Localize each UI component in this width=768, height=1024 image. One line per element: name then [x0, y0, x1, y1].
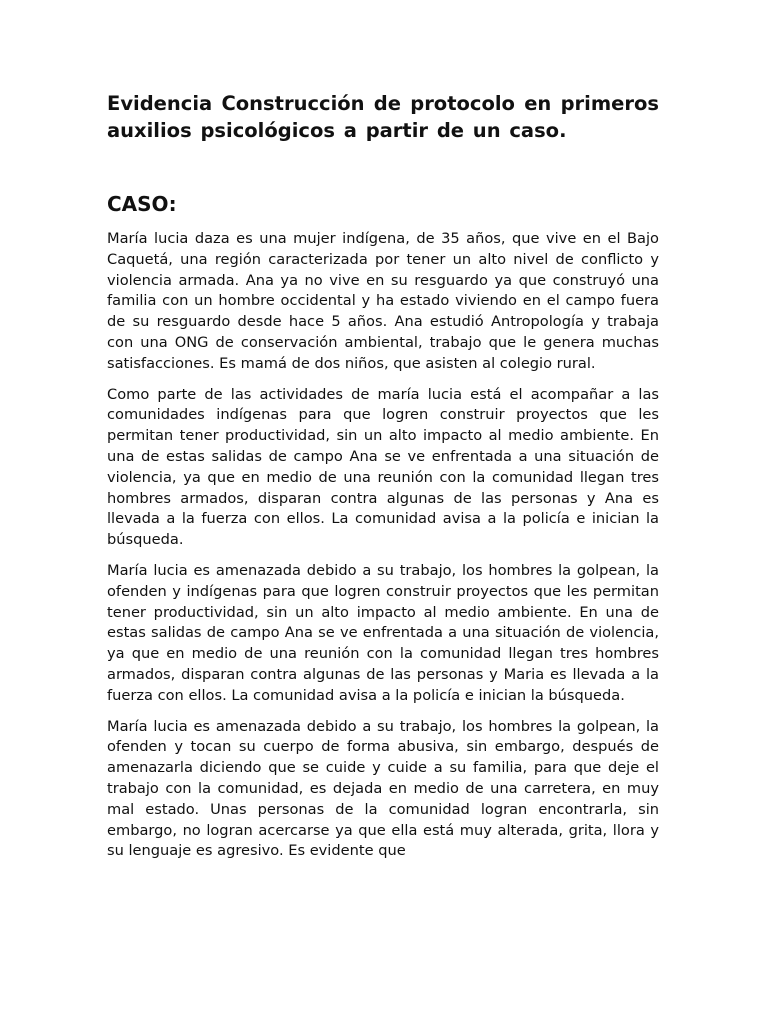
case-paragraph-1: María lucia daza es una mujer indígena, de 35 años, que vive en el Bajo Caquetá, una región caracterizada por tener un alto nivel de conflicto y violencia armada. Ana ya no vive en su resguardo ya que construyó una familia con un hombre occidental y ha estado viviendo en el campo fuera de su resguardo desde hace 5 años. Ana estudió Antropología y trabaja con una ONG de conservación ambiental, trabajo que le genera muchas satisfacciones. Es mamá de dos niños, que asisten al colegio rural.	[107, 230, 659, 372]
document-page	[107, 90, 659, 862]
case-paragraph-4: María lucia es amenazada debido a su trabajo, los hombres la golpean, la ofenden y tocan su cuerpo de forma abusiva, sin embargo, después de amenazarla diciendo que se cuide y cuide a su familia, para que deje el trabajo con la comunidad, es dejada en medio de una carretera, en muy mal estado. Unas personas de la comunidad logran encontrarla, sin embargo, no logran acercarse ya que ella está muy alterada, grita, llora y su lenguaje es agresivo. Es evidente que	[107, 717, 659, 860]
case-paragraph-3: María lucia es amenazada debido a su trabajo, los hombres la golpean, la ofenden y indígenas para que logren construir proyectos que les permitan tener productividad, sin un alto impacto al medio ambiente. En una de estas salidas de campo Ana se ve enfrentada a una situación de violencia, ya que en medio de una reunión con la comunidad llegan tres hombres armados, disparan contra algunas de las personas y Maria es llevada a la fuerza con ellos. La comunidad avisa a la policía e inician la búsqueda.	[107, 561, 659, 704]
section-heading-caso: CASO:	[107, 192, 177, 216]
case-paragraph-2: Como parte de las actividades de maría lucia está el acompañar a las comunidades indígenas para que logren construir proyectos que les permitan tener productividad, sin un alto impacto al medio ambiente. En una de estas salidas de campo Ana se ve enfrentada a una situación de violencia, ya que en medio de una reunión con la comunidad llegan tres hombres armados, disparan contra algunas de las personas y Ana es llevada a la fuerza con ellos. La comunidad avisa a la policía e inician la búsqueda.	[107, 385, 659, 549]
document-title: Evidencia Construcción de protocolo en primeros auxilios psicológicos a partir de un caso.	[107, 92, 659, 142]
